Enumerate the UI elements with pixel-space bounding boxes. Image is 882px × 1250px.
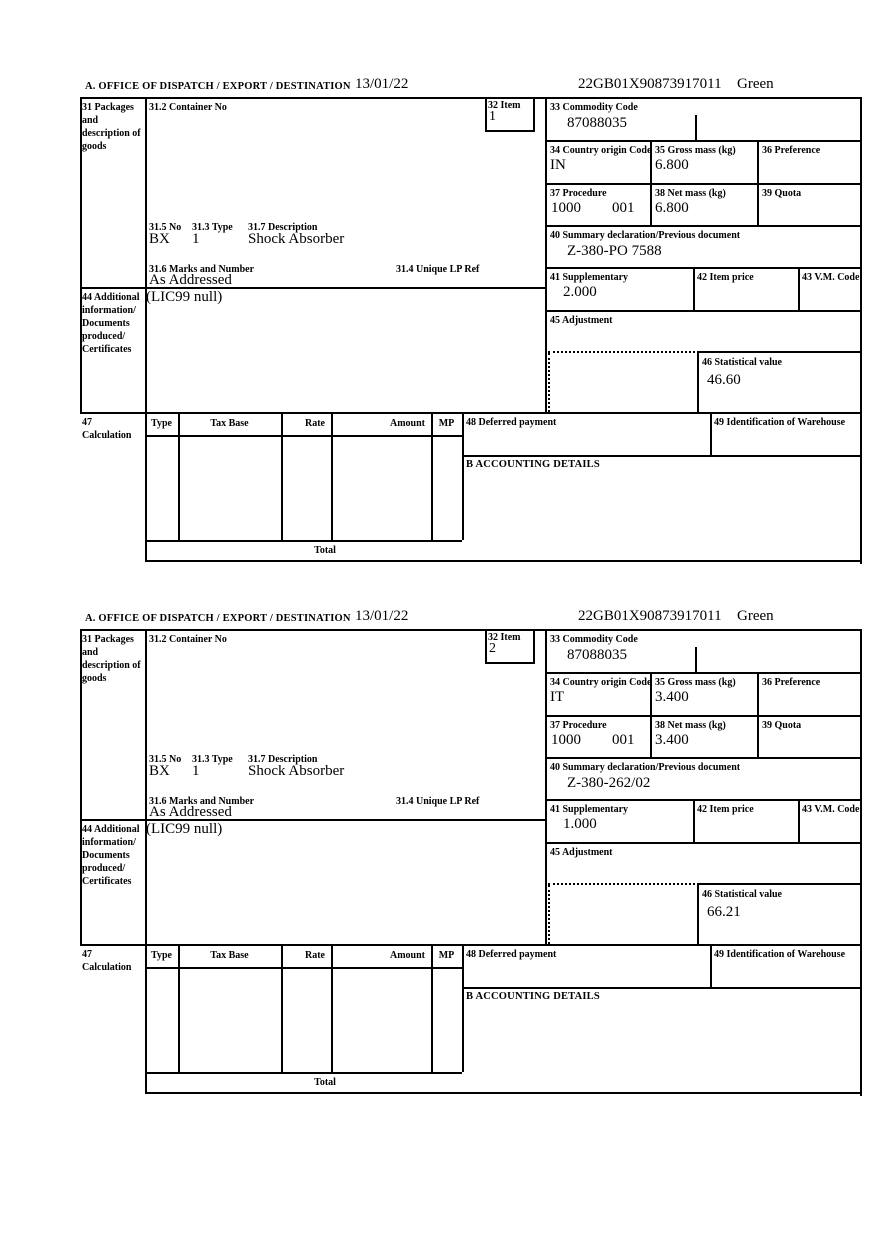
calc-header-bottom-line <box>145 435 462 437</box>
net-mass-label: 38 Net mass (kg) <box>655 720 726 731</box>
calc-col-amount-divider <box>431 412 433 540</box>
item-box-left-border <box>485 629 487 664</box>
quota-label: 39 Quota <box>762 188 802 199</box>
box48-bottom-line <box>462 987 862 989</box>
declaration-reference: 22GB01X90873917011 <box>578 608 722 624</box>
package-no-value: BX <box>149 231 170 247</box>
box46-top-border <box>697 351 862 353</box>
item-number-value: 1 <box>489 109 496 124</box>
calc-header-type: Type <box>151 418 172 429</box>
net-mass-label: 38 Net mass (kg) <box>655 188 726 199</box>
declaration-reference: 22GB01X90873917011 <box>578 76 722 92</box>
calculation-label: 47 Calculation <box>82 417 132 441</box>
calc-col-taxbase-divider <box>281 944 283 1072</box>
box46-top-border <box>697 883 862 885</box>
calc-col-rate-divider <box>331 944 333 1072</box>
calc-header-amount: Amount <box>389 950 425 961</box>
package-type-label: 31.3 Type <box>192 222 233 233</box>
calc-total-label: Total <box>314 545 336 556</box>
package-no-label: 31.5 No <box>149 222 182 233</box>
commodity-code-label: 33 Commodity Code <box>550 102 638 113</box>
additional-info-label: 44 Additional information/ Documents produced/ Certificates <box>82 824 140 887</box>
box40-bottom-line <box>545 267 862 269</box>
gross-mass-value: 3.400 <box>655 689 689 705</box>
statistical-value: 66.21 <box>707 904 741 920</box>
statistical-value: 46.60 <box>707 372 741 388</box>
box41-42-divider <box>693 267 695 312</box>
box35-36-divider <box>757 140 759 227</box>
previous-document-label: 40 Summary declaration/Previous document <box>550 230 741 241</box>
vm-code-label: 43 V.M. Code <box>802 272 860 283</box>
form-top-border <box>80 97 862 99</box>
box46-left-border <box>697 883 699 944</box>
box40-bottom-line <box>545 799 862 801</box>
additional-info-label: 44 Additional information/ Documents produced/ Certificates <box>82 292 140 355</box>
office-of-dispatch-label: A. OFFICE OF DISPATCH / EXPORT / DESTINATION <box>85 81 351 92</box>
statistical-value-label: 46 Statistical value <box>702 357 782 368</box>
gross-mass-value: 6.800 <box>655 157 689 173</box>
package-type-label: 31.3 Type <box>192 754 233 765</box>
declaration-item-section-2 <box>80 607 862 1099</box>
dotted-left-border <box>548 353 550 412</box>
calc-table-right-border <box>462 412 464 540</box>
accounting-details-label: B ACCOUNTING DETAILS <box>466 459 600 470</box>
form-top-border <box>80 629 862 631</box>
form-bottom-border <box>145 560 862 562</box>
procedure-value: 1000 <box>551 200 581 216</box>
item-price-label: 42 Item price <box>697 272 754 283</box>
calc-header-type: Type <box>151 950 172 961</box>
box35-36-divider <box>757 672 759 759</box>
declaration-item-section-1 <box>80 75 862 567</box>
procedure-label: 37 Procedure <box>550 188 607 199</box>
adjustment-label: 45 Adjustment <box>550 315 613 326</box>
box33-bottom-line <box>545 672 862 674</box>
routing-indicator: Green <box>737 608 774 624</box>
box33-bottom-line <box>545 140 862 142</box>
country-origin-label: 34 Country origin Code <box>550 677 652 688</box>
procedure-value: 1000 <box>551 732 581 748</box>
box37-row-bottom-line <box>545 225 862 227</box>
item-box-bottom-border <box>485 130 535 132</box>
previous-document-value: Z-380-PO 7588 <box>567 243 662 259</box>
net-mass-value: 6.800 <box>655 200 689 216</box>
dotted-top-border <box>548 883 695 885</box>
calculation-label: 47 Calculation <box>82 949 132 973</box>
description-value: Shock Absorber <box>248 763 345 779</box>
gross-mass-label: 35 Gross mass (kg) <box>655 145 736 156</box>
box41-42-divider <box>693 799 695 844</box>
supplementary-label: 41 Supplementary <box>550 804 629 815</box>
country-origin-label: 34 Country origin Code <box>550 145 652 156</box>
calc-header-mp: MP <box>438 418 455 429</box>
deferred-payment-label: 48 Deferred payment <box>466 417 557 428</box>
box42-43-divider <box>798 799 800 844</box>
item-number-label: 32 Item <box>488 100 521 111</box>
procedure-extra-value: 001 <box>612 200 635 216</box>
box31-label: 31 Packages and description of goods <box>82 102 141 152</box>
marks-number-label: 31.6 Marks and Number <box>149 796 255 807</box>
deferred-payment-label: 48 Deferred payment <box>466 949 557 960</box>
item-price-label: 42 Item price <box>697 804 754 815</box>
calc-header-rate: Rate <box>305 950 325 961</box>
commodity-code-subdivider <box>695 647 697 672</box>
container-no-label: 31.2 Container No <box>149 102 227 113</box>
box42-43-divider <box>798 267 800 312</box>
calc-header-bottom-line <box>145 967 462 969</box>
country-origin-value: IT <box>550 689 565 705</box>
item-number-value: 2 <box>489 641 496 656</box>
description-label: 31.7 Description <box>248 222 318 233</box>
form-right-border <box>860 97 862 564</box>
box48-49-divider <box>710 944 712 987</box>
goods-right-column-divider <box>545 97 547 412</box>
previous-document-label: 40 Summary declaration/Previous document <box>550 762 741 773</box>
calc-total-label: Total <box>314 1077 336 1088</box>
item-box-left-border <box>485 97 487 132</box>
gross-mass-label: 35 Gross mass (kg) <box>655 677 736 688</box>
dispatch-date: 13/01/22 <box>355 76 409 92</box>
commodity-code-subdivider <box>695 115 697 140</box>
box34-row-bottom-line <box>545 183 862 185</box>
package-no-value: BX <box>149 763 170 779</box>
package-type-value: 1 <box>192 763 200 779</box>
box41-row-bottom-line <box>545 842 862 844</box>
calc-body-bottom-line <box>145 1072 462 1074</box>
goods-right-column-divider <box>545 629 547 944</box>
country-origin-value: IN <box>550 157 566 173</box>
box34-row-bottom-line <box>545 715 862 717</box>
net-mass-value: 3.400 <box>655 732 689 748</box>
item-box-bottom-border <box>485 662 535 664</box>
box47-top-divider <box>80 944 862 946</box>
unique-lp-ref-label: 31.4 Unique LP Ref <box>396 264 480 275</box>
preference-label: 36 Preference <box>762 145 821 156</box>
warehouse-id-label: 49 Identification of Warehouse <box>714 417 846 428</box>
package-no-label: 31.5 No <box>149 754 182 765</box>
commodity-code-value: 87088035 <box>567 647 627 663</box>
quota-label: 39 Quota <box>762 720 802 731</box>
calc-col-rate-divider <box>331 412 333 540</box>
package-type-value: 1 <box>192 231 200 247</box>
calc-body-bottom-line <box>145 540 462 542</box>
previous-document-value: Z-380-262/02 <box>567 775 651 791</box>
preference-label: 36 Preference <box>762 677 821 688</box>
statistical-value-label: 46 Statistical value <box>702 889 782 900</box>
item-number-label: 32 Item <box>488 632 521 643</box>
description-value: Shock Absorber <box>248 231 345 247</box>
box37-row-bottom-line <box>545 757 862 759</box>
box41-row-bottom-line <box>545 310 862 312</box>
form-right-border <box>860 629 862 1096</box>
marks-number-label: 31.6 Marks and Number <box>149 264 255 275</box>
marks-number-value: As Addressed <box>149 272 232 288</box>
supplementary-value: 2.000 <box>563 284 597 300</box>
dotted-left-border <box>548 885 550 944</box>
marks-number-value: As Addressed <box>149 804 232 820</box>
calc-header-mp: MP <box>438 950 455 961</box>
calc-col-taxbase-divider <box>281 412 283 540</box>
warehouse-id-label: 49 Identification of Warehouse <box>714 949 846 960</box>
unique-lp-ref-label: 31.4 Unique LP Ref <box>396 796 480 807</box>
calc-header-rate: Rate <box>305 418 325 429</box>
box48-bottom-line <box>462 455 862 457</box>
calc-header-amount: Amount <box>389 418 425 429</box>
routing-indicator: Green <box>737 76 774 92</box>
procedure-label: 37 Procedure <box>550 720 607 731</box>
commodity-code-label: 33 Commodity Code <box>550 634 638 645</box>
calc-col-amount-divider <box>431 944 433 1072</box>
box46-left-border <box>697 351 699 412</box>
supplementary-label: 41 Supplementary <box>550 272 629 283</box>
calc-header-tax-base: Tax Base <box>210 950 249 961</box>
form-bottom-border <box>145 1092 862 1094</box>
accounting-details-label: B ACCOUNTING DETAILS <box>466 991 600 1002</box>
box31-label: 31 Packages and description of goods <box>82 634 141 684</box>
calc-col-type-divider <box>178 412 180 540</box>
calc-header-tax-base: Tax Base <box>210 418 249 429</box>
dotted-top-border <box>548 351 695 353</box>
calc-table-right-border <box>462 944 464 1072</box>
additional-info-value: (LIC99 null) <box>146 821 223 837</box>
dispatch-date: 13/01/22 <box>355 608 409 624</box>
box47-top-divider <box>80 412 862 414</box>
procedure-extra-value: 001 <box>612 732 635 748</box>
office-of-dispatch-label: A. OFFICE OF DISPATCH / EXPORT / DESTINATION <box>85 613 351 624</box>
item-box-right-border <box>533 97 535 132</box>
description-label: 31.7 Description <box>248 754 318 765</box>
vm-code-label: 43 V.M. Code <box>802 804 860 815</box>
adjustment-label: 45 Adjustment <box>550 847 613 858</box>
additional-info-value: (LIC99 null) <box>146 289 223 305</box>
item-box-right-border <box>533 629 535 664</box>
supplementary-value: 1.000 <box>563 816 597 832</box>
box48-49-divider <box>710 412 712 455</box>
calc-col-type-divider <box>178 944 180 1072</box>
container-no-label: 31.2 Container No <box>149 634 227 645</box>
commodity-code-value: 87088035 <box>567 115 627 131</box>
